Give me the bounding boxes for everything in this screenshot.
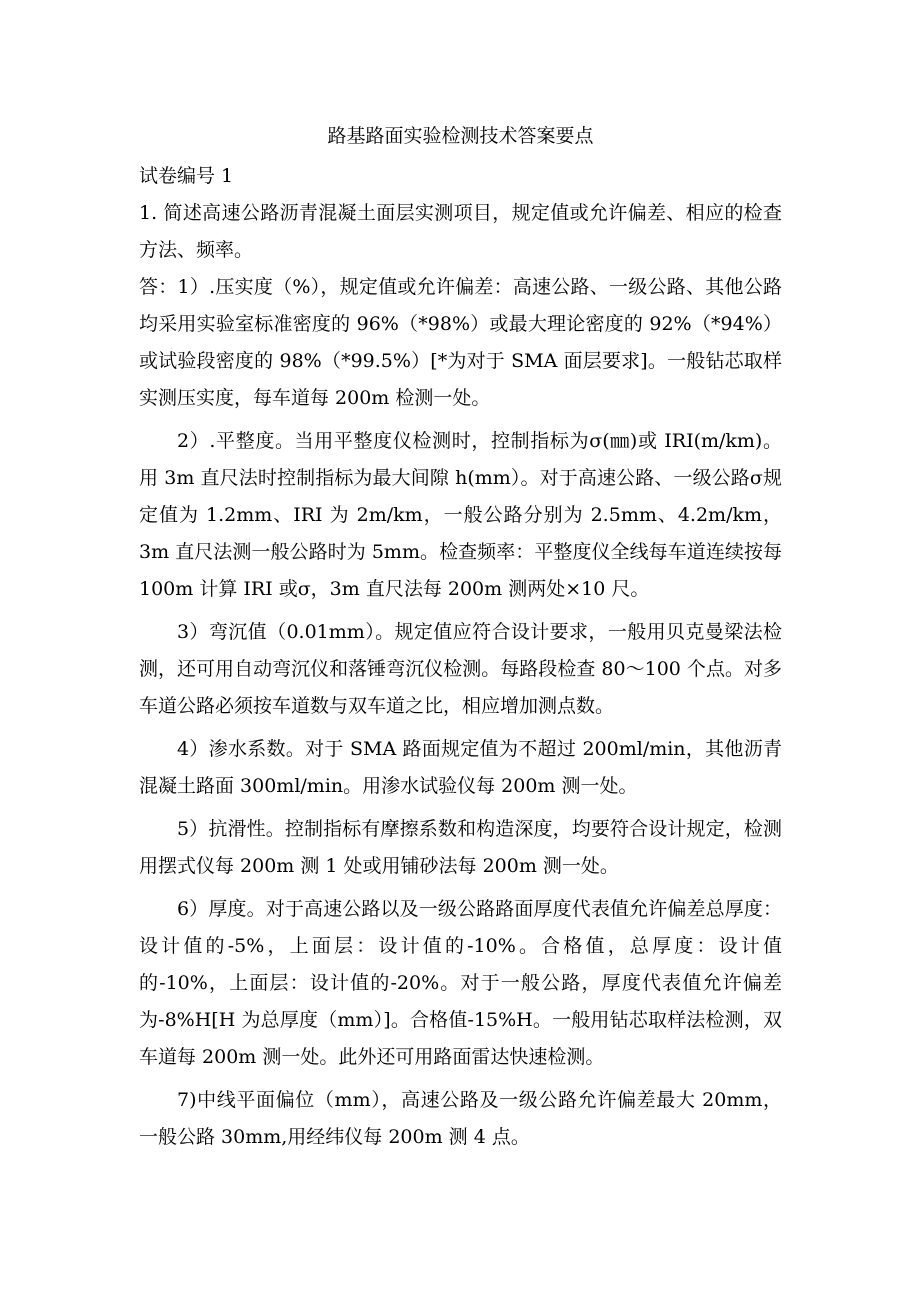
document-page [139,118,782,1156]
answer-item-5: 5）抗滑性。控制指标有摩擦系数和构造深度，均要符合设计规定，检测用摆式仪每 200m 测 1 处或用铺砂法每 200m 测一处。 [139,818,782,877]
answer-item-4: 4）渗水系数。对于 SMA 路面规定值为不超过 200ml/min，其他沥青混凝土路面 300ml/min。用渗水试验仪每 200m 测一处。 [139,738,782,797]
question-text: 1. 简述高速公路沥青混凝土面层实测项目，规定值或允许偏差、相应的检查方法、频率。 [139,202,782,261]
paper-number: 试卷编号 1 [139,165,234,187]
answer-item-2: 2）.平整度。当用平整度仪检测时，控制指标为σ(㎜)或 IRI(m/km)。用 3m 直尺法时控制指标为最大间隙 h(mm）。对于高速公路、一级公路σ规定值为 1.2mm、IRI 为 2m/km，一般公路分别为 2.5mm、4.2m/km，3m 直尺法测一般公路时为 5mm。检查频率：平整度仪全线每车道连续按每 100m 计算 IRI 或σ，3m 直尺法每 200m 测两处×10 尺。 [139,430,782,600]
answer-item-1: 答：1）.压实度（%），规定值或允许偏差：高速公路、一级公路、其他公路均采用实验室标准密度的 96%（*98%）或最大理论密度的 92%（*94%）或试验段密度的 98%（*99.5%）[*为对于 SMA 面层要求]。一般钻芯取样实测压实度，每车道每 200m 检测一处。 [139,276,782,409]
answer-item-7: 7)中线平面偏位（mm），高速公路及一级公路允许偏差最大 20mm，一般公路 30mm,用经纬仪每 200m 测 4 点。 [139,1089,782,1148]
answer-item-6: 6）厚度。对于高速公路以及一级公路路面厚度代表值允许偏差总厚度：设计值的-5%，上面层：设计值的-10%。合格值，总厚度：设计值的-10%，上面层：设计值的-20%。对于一般公路，厚度代表值允许偏差为-8%H[H 为总厚度（mm）]。合格值-15%H。一般用钻芯取样法检测，双车道每 200m 测一处。此外还可用路面雷达快速检测。 [139,898,782,1068]
answer-item-3: 3）弯沉值（0.01mm）。规定值应符合设计要求，一般用贝克曼梁法检测，还可用自动弯沉仪和落锤弯沉仪检测。每路段检查 80～100 个点。对多车道公路必须按车道数与双车道之比，相应增加测点数。 [139,621,782,717]
document-title: 路基路面实验检测技术答案要点 [327,125,594,147]
